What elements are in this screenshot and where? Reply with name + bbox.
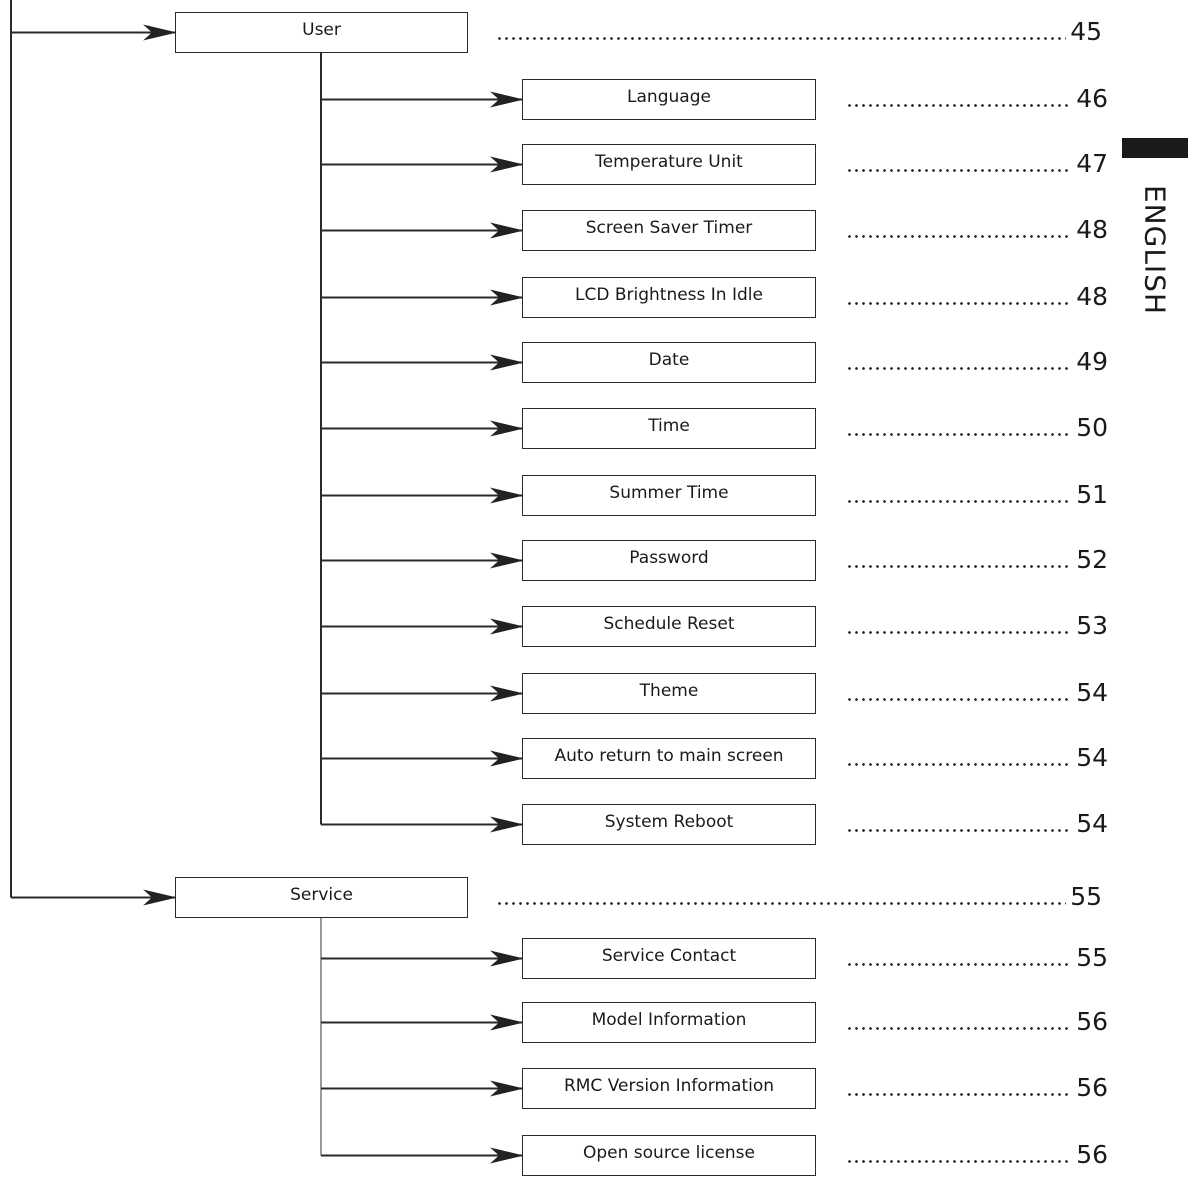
item-page-ref: [846, 1006, 1108, 1036]
menu-item-box: [522, 606, 816, 647]
dot-leader: [496, 37, 1066, 40]
dot-leader: [846, 433, 1072, 436]
item-page-ref-number: 55: [1076, 942, 1108, 972]
menu-item-box-label: RMC Version Information: [563, 1075, 775, 1096]
item-page-ref: [846, 677, 1108, 707]
dot-leader: [846, 1093, 1072, 1096]
menu-item-box: [522, 144, 816, 185]
dot-leader: [846, 1027, 1072, 1030]
menu-item-box-label: Password: [629, 547, 709, 568]
dot-leader: [846, 631, 1072, 634]
item-page-ref: [846, 214, 1108, 244]
menu-item-box-label: Time: [648, 415, 690, 436]
dot-leader: [846, 367, 1072, 370]
item-page-ref: [846, 412, 1108, 442]
menu-item-box: [522, 475, 816, 516]
menu-item-box: [522, 342, 816, 383]
item-page-ref: [846, 1139, 1108, 1169]
menu-item-box: [522, 408, 816, 449]
menu-item-box-label: Theme: [639, 680, 699, 701]
item-page-ref: [846, 942, 1108, 972]
section-page-ref-number: 45: [1070, 16, 1102, 46]
menu-item-box: [522, 738, 816, 779]
item-page-ref: [846, 148, 1108, 178]
menu-item-box-label: Date: [648, 349, 690, 370]
menu-item-box: [522, 673, 816, 714]
item-page-ref-number: 53: [1076, 610, 1108, 640]
dot-leader: [496, 902, 1066, 905]
menu-item-box-label: Summer Time: [609, 482, 729, 503]
menu-item-box-label: Auto return to main screen: [554, 745, 784, 766]
item-page-ref-number: 48: [1076, 214, 1108, 244]
item-page-ref-number: 56: [1076, 1072, 1108, 1102]
dot-leader: [846, 1160, 1072, 1163]
section-page-ref: [496, 881, 1102, 911]
dot-leader: [846, 829, 1072, 832]
dot-leader: [846, 104, 1072, 107]
menu-item-box-label: Screen Saver Timer: [585, 217, 753, 238]
item-page-ref: [846, 479, 1108, 509]
item-page-ref: [846, 544, 1108, 574]
item-page-ref-number: 47: [1076, 148, 1108, 178]
item-page-ref: [846, 610, 1108, 640]
menu-item-box-label: Language: [627, 86, 711, 107]
item-page-ref-number: 50: [1076, 412, 1108, 442]
menu-item-box-label: Service Contact: [601, 945, 737, 966]
menu-item-box: [522, 540, 816, 581]
item-page-ref: [846, 83, 1108, 113]
item-page-ref-number: 54: [1076, 742, 1108, 772]
menu-item-box-label: System Reboot: [604, 811, 734, 832]
menu-item-box: [522, 79, 816, 120]
item-page-ref: [846, 1072, 1108, 1102]
menu-item-box-label: Model Information: [591, 1009, 747, 1030]
menu-item-box-label: Temperature Unit: [595, 151, 743, 172]
item-page-ref: [846, 742, 1108, 772]
item-page-ref-number: 51: [1076, 479, 1108, 509]
menu-item-box-label: Open source license: [582, 1142, 755, 1163]
item-page-ref-number: 49: [1076, 346, 1108, 376]
menu-item-box-label: Schedule Reset: [603, 613, 735, 634]
item-page-ref-number: 46: [1076, 83, 1108, 113]
menu-item-box: [522, 1135, 816, 1176]
menu-item-box: [522, 1068, 816, 1109]
dot-leader: [846, 698, 1072, 701]
menu-item-box-label: LCD Brightness In Idle: [575, 284, 763, 305]
menu-item-box: [522, 277, 816, 318]
dot-leader: [846, 963, 1072, 966]
menu-item-box: [522, 210, 816, 251]
section-box-service-label: Service: [290, 884, 353, 905]
section-box-service: [175, 877, 468, 918]
section-box-user: [175, 12, 468, 53]
item-page-ref-number: 54: [1076, 808, 1108, 838]
section-box-user-label: User: [302, 19, 341, 40]
dot-leader: [846, 565, 1072, 568]
dot-leader: [846, 500, 1072, 503]
dot-leader: [846, 235, 1072, 238]
menu-item-box: [522, 1002, 816, 1043]
language-tab-bar: [1122, 138, 1188, 158]
language-tab-label: ENGLISH: [1138, 184, 1172, 316]
section-page-ref-number: 55: [1070, 881, 1102, 911]
dot-leader: [846, 763, 1072, 766]
item-page-ref-number: 48: [1076, 281, 1108, 311]
menu-item-box: [522, 938, 816, 979]
item-page-ref-number: 56: [1076, 1006, 1108, 1036]
menu-item-box: [522, 804, 816, 845]
dot-leader: [846, 302, 1072, 305]
item-page-ref-number: 54: [1076, 677, 1108, 707]
item-page-ref: [846, 346, 1108, 376]
dot-leader: [846, 169, 1072, 172]
item-page-ref: [846, 808, 1108, 838]
item-page-ref: [846, 281, 1108, 311]
item-page-ref-number: 56: [1076, 1139, 1108, 1169]
section-page-ref: [496, 16, 1102, 46]
item-page-ref-number: 52: [1076, 544, 1108, 574]
